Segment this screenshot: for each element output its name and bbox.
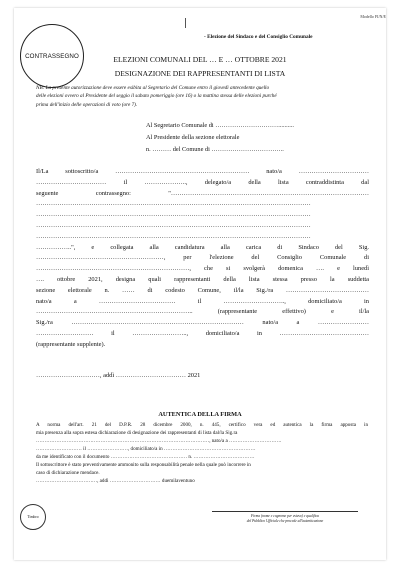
designation-body [36, 167, 369, 351]
election-subtitle: - Elezione del Sindaco e del Consiglio Comunale [204, 34, 313, 40]
authentication-title: AUTENTICA DELLA FIRMA [158, 411, 242, 418]
body-line: ……………………………………………………………….. (rappresentante effettivo) e il/la [36, 308, 369, 316]
body-line: nato/a a ……………………………… il ……………………….., domiciliato/a in [36, 297, 369, 305]
auth-line: caso di dichiarazione mendace. [36, 470, 100, 476]
nb-line: prima dell'inizio delle operazioni di voto (ore 7). [36, 101, 138, 108]
auth-line: A norma dell'art. 21 del D.P.R. 28 dicembre 2000, n. 445, certifico vera ed autentica la firma apposta in [36, 422, 368, 428]
signature-line [212, 511, 358, 512]
body-line: sezione elettorale n. …… di codesto Comune, il/la Sig./ra ………………………………… [36, 286, 369, 294]
signature-caption-line: del Pubblico Ufficiale che procede all'autenticazione [246, 519, 324, 523]
authentication-body [36, 421, 368, 485]
nb-note [36, 84, 368, 109]
body-line: …. ottobre 2021, designa quali rappresentanti della lista stessa presso la suddetta [36, 275, 369, 283]
official-stamp [20, 504, 46, 530]
body-line: Il/La sottoscritto/a ……………………………………………………… nato/a …………………………… [36, 168, 369, 175]
auth-line: ……………………… il ……………………, domiciliato/a in ……………………………………………… [36, 446, 256, 452]
header-divider [185, 18, 186, 28]
signature-caption [212, 514, 358, 524]
body-line: ………………………………………………………………………………………………………………… [36, 221, 311, 229]
auth-line: da me identificato con il documento ……………………………………… n. ……………………………… [36, 454, 255, 460]
addressee-secretary: Al Segretario Comunale di ………………………….......... [146, 122, 294, 129]
document-title: ELEZIONI COMUNALI DEL … E … OTTOBRE 2021 [113, 55, 287, 64]
body-line: Sig./ra ……………………………………………………………………… nato/a a …………………… [36, 319, 369, 327]
auth-line: mia presenza alla sopra estesa dichiarazione di designazione dei rappresentanti di lista dal/la Sig.ra [36, 430, 238, 436]
body-line: ……………………… il …………………….., domiciliato/a in …………………………………… [36, 329, 369, 337]
addressee-president: Al Presidente della sezione elettorale [146, 134, 240, 141]
signature-caption-line: Firma (nome e cognome per esteso) e qualifica [251, 514, 319, 518]
auth-line: ………………………………, addì ………………………… duemilaventuno [36, 478, 195, 484]
body-line: ………………………………………………………………………………………………………………… [36, 211, 311, 219]
body-line: seguente contrassegno: "………………………………………………………………………………… [36, 189, 369, 197]
body-line: …………………………… il ……………….., delegato/a della lista contraddistinta dal [36, 178, 369, 186]
model-code: Modello FI/N/E [360, 14, 386, 19]
place-date-line: …………………………, addì …………………………… 2021 [36, 372, 201, 379]
body-line: ………………………………………………………………………………………………………………… [36, 200, 311, 208]
addressee-section: n. ……… del Comune di …………………………….. [146, 146, 284, 153]
document-heading: DESIGNAZIONE DEI RAPPRESENTANTI DI LISTA [114, 69, 286, 78]
auth-line: …………………………………………………………………………………………, nato/a a …………………………. [36, 438, 282, 444]
auth-line: Il sottoscrittore è stato preventivamente ammonito sulla responsabilità penale nella quale può incorrere in [36, 462, 251, 468]
nb-line: NB: La presente autorizzazione deve essere esibita al Segretario del Comune entro il giovedì antecedente quello [36, 85, 270, 91]
stamp-label: Timbro [27, 515, 39, 519]
body-line: (rappresentante supplente). [36, 340, 106, 348]
body-line: ………………………………………………………………………………………………………………… [36, 232, 311, 240]
body-line: ……………………………………………………, per l'elezione del Consiglio Comunale di [36, 254, 369, 262]
body-line: ……………..", e collegata alla candidatura alla carica di Sindaco del Sig. [36, 243, 369, 251]
nb-line: delle elezioni ovvero al Presidente del seggio il sabato pomeriggio (ore 16) o la mattina stessa delle elezioni purché [36, 93, 277, 100]
body-line: ………………………………………………………………, che si svolgerà domenica …. e lunedì [36, 265, 369, 273]
seal-label: CONTRASSEGNO [25, 52, 79, 60]
